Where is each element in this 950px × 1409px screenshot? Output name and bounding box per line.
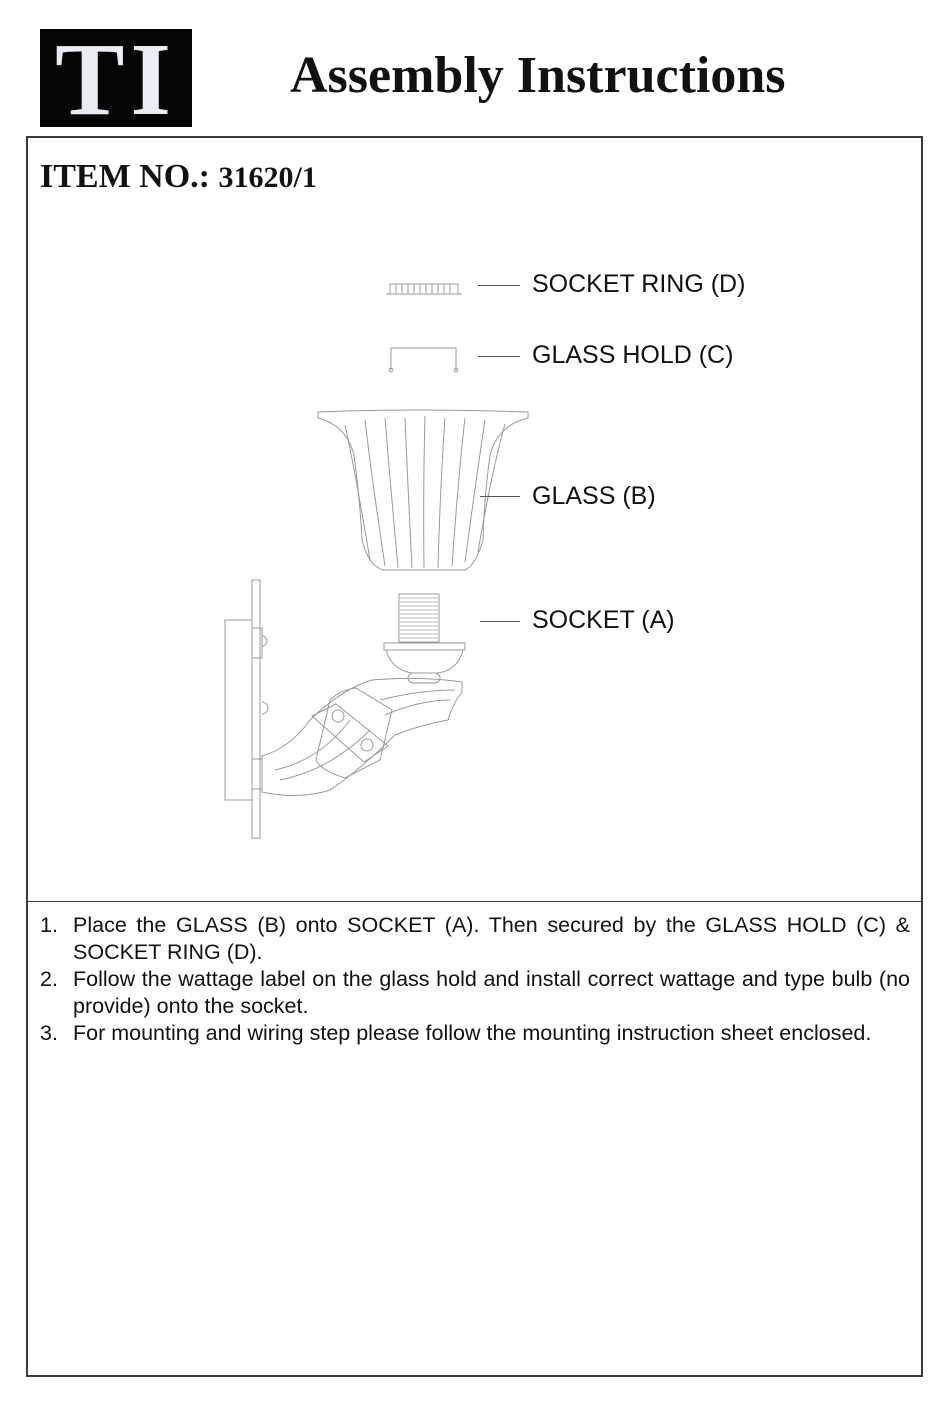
part-label-glass-hold: GLASS HOLD (C) bbox=[532, 341, 734, 369]
instruction-step bbox=[40, 1020, 910, 1047]
part-label-socket: SOCKET (A) bbox=[532, 606, 675, 634]
wall-bracket-drawing bbox=[225, 580, 462, 838]
step-number: 2. bbox=[40, 967, 58, 991]
leader-line-glass bbox=[480, 496, 520, 497]
page-title: Assembly Instructions bbox=[290, 47, 786, 104]
step-number: 3. bbox=[40, 1021, 58, 1045]
step-number: 1. bbox=[40, 913, 58, 937]
part-label-glass: GLASS (B) bbox=[532, 482, 656, 510]
item-number-value: 31620/1 bbox=[218, 161, 317, 194]
glass-drawing bbox=[318, 410, 528, 570]
leader-line-socket bbox=[480, 621, 520, 622]
item-number-label: ITEM NO.: bbox=[40, 158, 210, 195]
socket-drawing bbox=[384, 594, 465, 683]
logo-text: TI bbox=[55, 22, 177, 137]
section-divider bbox=[26, 901, 923, 902]
step-text: Place the GLASS (B) onto SOCKET (A). Then secured by the GLASS HOLD (C) & SOCKET RING (D). bbox=[73, 913, 910, 964]
glass-hold-drawing bbox=[389, 348, 458, 372]
instruction-step bbox=[40, 912, 910, 966]
leader-line-socket-ring bbox=[478, 285, 520, 286]
instruction-steps bbox=[40, 912, 910, 1047]
part-label-socket-ring: SOCKET RING (D) bbox=[532, 270, 746, 298]
instruction-step bbox=[40, 966, 910, 1020]
step-text: For mounting and wiring step please follow the mounting instruction sheet enclosed. bbox=[73, 1021, 872, 1045]
socket-ring-drawing bbox=[386, 284, 462, 294]
leader-line-glass-hold bbox=[478, 356, 520, 357]
step-text: Follow the wattage label on the glass hold and install correct wattage and type bulb (no provide) onto the socket. bbox=[73, 967, 910, 1018]
